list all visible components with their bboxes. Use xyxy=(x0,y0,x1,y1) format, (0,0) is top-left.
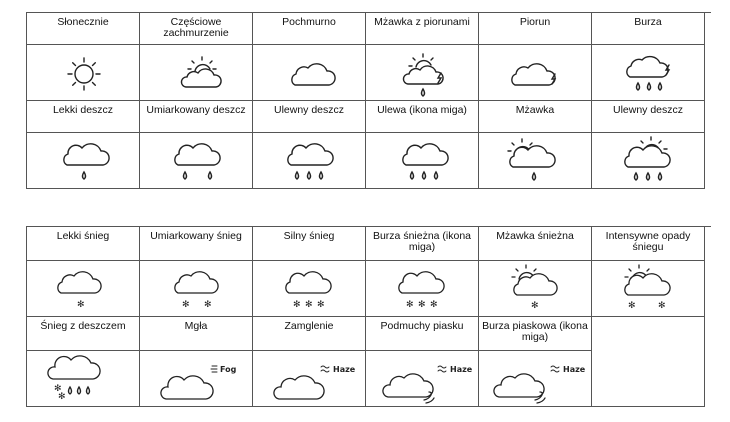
cell-partly-cloudy xyxy=(140,13,253,101)
cell-snowstorm xyxy=(366,227,479,317)
cell-sandstorm xyxy=(479,317,592,407)
svg-text:✻: ✻ xyxy=(182,300,190,310)
cell-label: Śnieg z deszczem xyxy=(40,320,126,332)
cell-label: Ulewny deszcz xyxy=(612,104,684,116)
cell-label: Mżawka śnieżna xyxy=(496,230,574,242)
sleet-icon xyxy=(27,353,140,407)
drizzle-icon xyxy=(479,135,592,189)
table-row xyxy=(27,227,711,317)
cell-lightning xyxy=(479,13,592,101)
moderate-snow-icon xyxy=(140,263,253,317)
haze-tag: Haze xyxy=(450,365,473,374)
haze-tag: Haze xyxy=(333,365,356,374)
cell-label: Mżawka z piorunami xyxy=(374,16,470,28)
cell-label: Lekki śnieg xyxy=(56,230,110,242)
drizzle-lightning-icon xyxy=(366,47,479,101)
fog-icon xyxy=(140,353,253,407)
svg-text:✻: ✻ xyxy=(77,300,85,310)
cell-light-rain xyxy=(27,101,140,189)
thunderstorm-icon xyxy=(592,47,705,101)
cell-empty xyxy=(592,317,705,407)
cell-label: Umiarkowany deszcz xyxy=(146,104,246,116)
partly-cloudy-icon xyxy=(140,47,253,101)
svg-text:✻: ✻ xyxy=(54,384,62,394)
cell-label: Zamglenie xyxy=(284,320,334,332)
sand-gust-icon xyxy=(366,353,479,407)
cell-drizzle-lightning xyxy=(366,13,479,101)
heavy-snow-icon xyxy=(253,263,366,317)
cell-label: Częściowe zachmurzenie xyxy=(163,16,229,39)
svg-text:✻: ✻ xyxy=(293,300,301,310)
cell-fog xyxy=(140,317,253,407)
sun-icon xyxy=(27,47,140,101)
table-row xyxy=(27,101,711,189)
cell-downpour xyxy=(366,101,479,189)
cell-sleet xyxy=(27,317,140,407)
cell-heavy-rain-sun xyxy=(592,101,705,189)
cell-label: Intensywne opady śniegu xyxy=(605,230,691,253)
intense-snow-icon xyxy=(592,263,705,317)
cell-label: Lekki deszcz xyxy=(52,104,114,116)
svg-text:✻: ✻ xyxy=(305,300,313,310)
svg-text:✻: ✻ xyxy=(204,300,212,310)
sandstorm-icon xyxy=(479,353,592,407)
cell-light-snow xyxy=(27,227,140,317)
svg-text:✻: ✻ xyxy=(430,300,438,310)
cell-label: Piorun xyxy=(519,16,551,28)
snowstorm-icon xyxy=(366,263,479,317)
cell-label: Ulewa (ikona miga) xyxy=(377,104,467,116)
cell-label: Pochmurno xyxy=(282,16,336,28)
light-rain-icon xyxy=(27,135,140,189)
svg-text:✻: ✻ xyxy=(531,301,539,311)
table-row xyxy=(27,13,711,101)
svg-text:✻: ✻ xyxy=(628,301,636,311)
cell-snow-drizzle xyxy=(479,227,592,317)
cell-label: Silny śnieg xyxy=(283,230,335,242)
cell-label: Mgła xyxy=(184,320,208,332)
haze-icon xyxy=(253,353,366,407)
moderate-rain-icon xyxy=(140,135,253,189)
cell-label: Słonecznie xyxy=(57,16,109,28)
cell-label: Burza xyxy=(634,16,662,28)
svg-text:✻: ✻ xyxy=(658,301,666,311)
cell-drizzle xyxy=(479,101,592,189)
cell-thunderstorm xyxy=(592,13,705,101)
table-row xyxy=(27,317,711,407)
cell-heavy-snow xyxy=(253,227,366,317)
svg-text:✻: ✻ xyxy=(58,392,66,402)
weather-icons-table-2 xyxy=(26,226,711,407)
cell-moderate-snow xyxy=(140,227,253,317)
snow-drizzle-icon xyxy=(479,263,592,317)
cell-sand-gust xyxy=(366,317,479,407)
lightning-icon xyxy=(479,47,592,101)
svg-text:✻: ✻ xyxy=(406,300,414,310)
fog-tag: Fog xyxy=(220,365,237,374)
light-snow-icon xyxy=(27,263,140,317)
haze-tag: Haze xyxy=(563,365,586,374)
cell-label: Ulewny deszcz xyxy=(273,104,345,116)
svg-text:✻: ✻ xyxy=(317,300,325,310)
cell-label: Podmuchy piasku xyxy=(380,320,464,332)
cell-moderate-rain xyxy=(140,101,253,189)
cell-label: Burza śnieżna (ikona miga) xyxy=(372,230,472,253)
cell-label: Mżawka xyxy=(515,104,555,116)
downpour-icon xyxy=(366,135,479,189)
cell-haze xyxy=(253,317,366,407)
cell-sunny xyxy=(27,13,140,101)
cell-intense-snow xyxy=(592,227,705,317)
cell-label: Umiarkowany śnieg xyxy=(150,230,242,242)
cell-heavy-rain xyxy=(253,101,366,189)
cloud-icon xyxy=(253,47,366,101)
weather-icons-table-1 xyxy=(26,12,711,189)
cell-label xyxy=(594,321,702,345)
heavy-rain-icon xyxy=(253,135,366,189)
svg-text:✻: ✻ xyxy=(418,300,426,310)
cell-label: Burza piaskowa (ikona miga) xyxy=(482,320,588,343)
cell-cloudy xyxy=(253,13,366,101)
heavy-rain-sun-icon xyxy=(592,135,705,189)
